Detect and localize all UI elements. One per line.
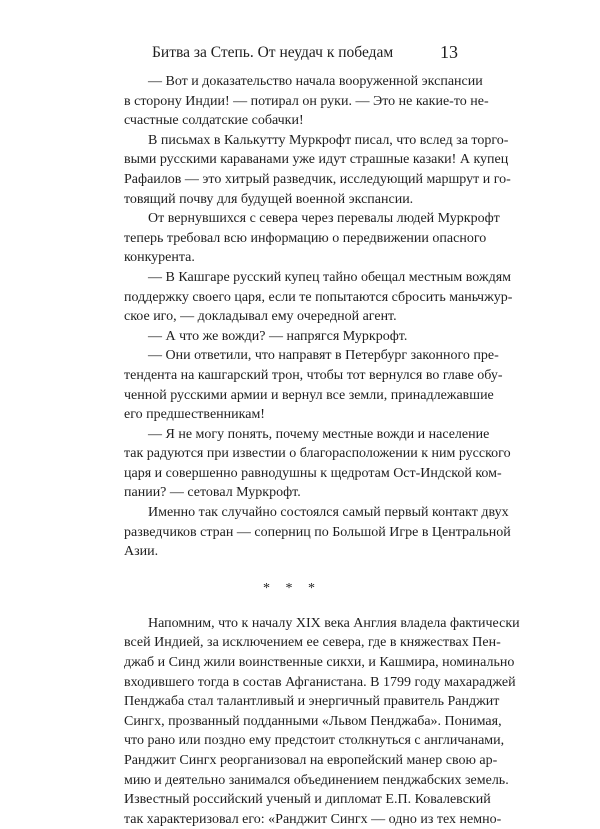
- text-line: — Они ответили, что направят в Петербург законного пре-: [148, 348, 499, 364]
- text-line: Именно так случайно состоялся самый первый контакт двух: [148, 505, 509, 521]
- paragraph: [124, 209, 500, 268]
- paragraph: [124, 614, 520, 829]
- paragraph: [124, 503, 511, 562]
- text-line: теперь требовал всю информацию о передвижении опасного: [124, 230, 487, 246]
- paragraph: [124, 72, 489, 131]
- paragraph: [124, 268, 513, 327]
- text-line: ченной русскими армии и вернул все земли, принадлежавшие: [124, 387, 494, 403]
- text-line: в сторону Индии! — потирал он руки. — Это не какие-то не-: [124, 93, 489, 109]
- text-line: поддержку своего царя, если те попытаются сбросить маньчжур-: [124, 289, 513, 305]
- text-line: джаб и Синд жили воинственные сикхи, и Кашмира, номинально: [124, 655, 515, 671]
- text-line: что рано или поздно ему предстоит столкнуться с англичанами,: [124, 733, 505, 749]
- text-line: — В Кашгаре русский купец тайно обещал местным вождям: [148, 269, 512, 285]
- text-line: пании? — сетовал Муркрофт.: [124, 485, 301, 501]
- paragraph: [124, 346, 503, 424]
- text-line: товящий почву для будущей военной экспансии.: [124, 191, 414, 207]
- section-break-asterisks: * * *: [263, 580, 321, 596]
- text-line: разведчиков стран — соперниц по Большой Игре в Центральной: [124, 524, 511, 540]
- text-line: Известный российский ученый и дипломат Е.П. Ковалевский: [124, 792, 491, 808]
- text-block-before-break: [124, 72, 513, 562]
- text-line: — Я не могу понять, почему местные вожди и население: [148, 426, 490, 442]
- text-line: входившего тогда в состав Афганистана. В 1799 году махараджей: [124, 674, 516, 690]
- text-line: ское иго, — докладывал ему очередной агент.: [124, 309, 397, 325]
- text-line: мию и деятельно занимался объединением пенджабских земель.: [124, 772, 509, 788]
- text-line: выми русскими караванами уже идут страшные казаки! А купец: [124, 152, 509, 168]
- paragraph: [124, 131, 511, 209]
- text-line: В письмах в Калькутту Муркрофт писал, что вслед за торго-: [148, 132, 509, 148]
- text-line: Азии.: [124, 544, 159, 560]
- text-line: — Вот и доказательство начала вооруженной экспансии: [148, 74, 483, 89]
- running-header: [124, 44, 460, 68]
- page-number: 13: [440, 42, 458, 62]
- text-line: тендента на кашгарский трон, чтобы тот вернулся во главе обу-: [124, 367, 503, 383]
- page-body: [124, 72, 520, 829]
- text-line: его предшественникам!: [124, 407, 265, 423]
- text-line: Напомним, что к началу XIX века Англия владела фактически: [148, 615, 520, 631]
- text-line: счастные солдатские собачки!: [124, 113, 304, 129]
- text-line: так характеризовал его: «Ранджит Сингх — одно из тех немно-: [124, 811, 502, 827]
- text-line: конкурента.: [124, 250, 195, 266]
- text-line: От вернувшихся с севера через перевалы людей Муркрофт: [148, 211, 500, 227]
- paragraph: [124, 425, 511, 503]
- text-line: — А что же вожди? — напрягся Муркрофт.: [148, 328, 408, 344]
- text-line: Рафаилов — это хитрый разведчик, исследующий маршрут и го-: [124, 171, 511, 187]
- text-line: всей Индией, за исключением ее севера, где в княжествах Пен-: [124, 635, 501, 651]
- text-line: Ранджит Сингх реорганизовал на европейский манер свою ар-: [124, 753, 498, 768]
- text-block-after-break: [124, 614, 520, 829]
- text-line: Сингх, прозванный подданными «Львом Пенджаба». Понимая,: [124, 713, 502, 729]
- running-header-title: Битва за Степь. От неудач к победам: [152, 44, 394, 61]
- text-line: Пенджаба стал талантливый и энергичный правитель Ранджит: [124, 694, 500, 710]
- text-line: так радуются при известии о благорасположении к ним русского: [124, 446, 511, 462]
- paragraph: [124, 327, 460, 347]
- text-line: царя и совершенно равнодушны к щедротам Ост-Индской ком-: [124, 465, 502, 481]
